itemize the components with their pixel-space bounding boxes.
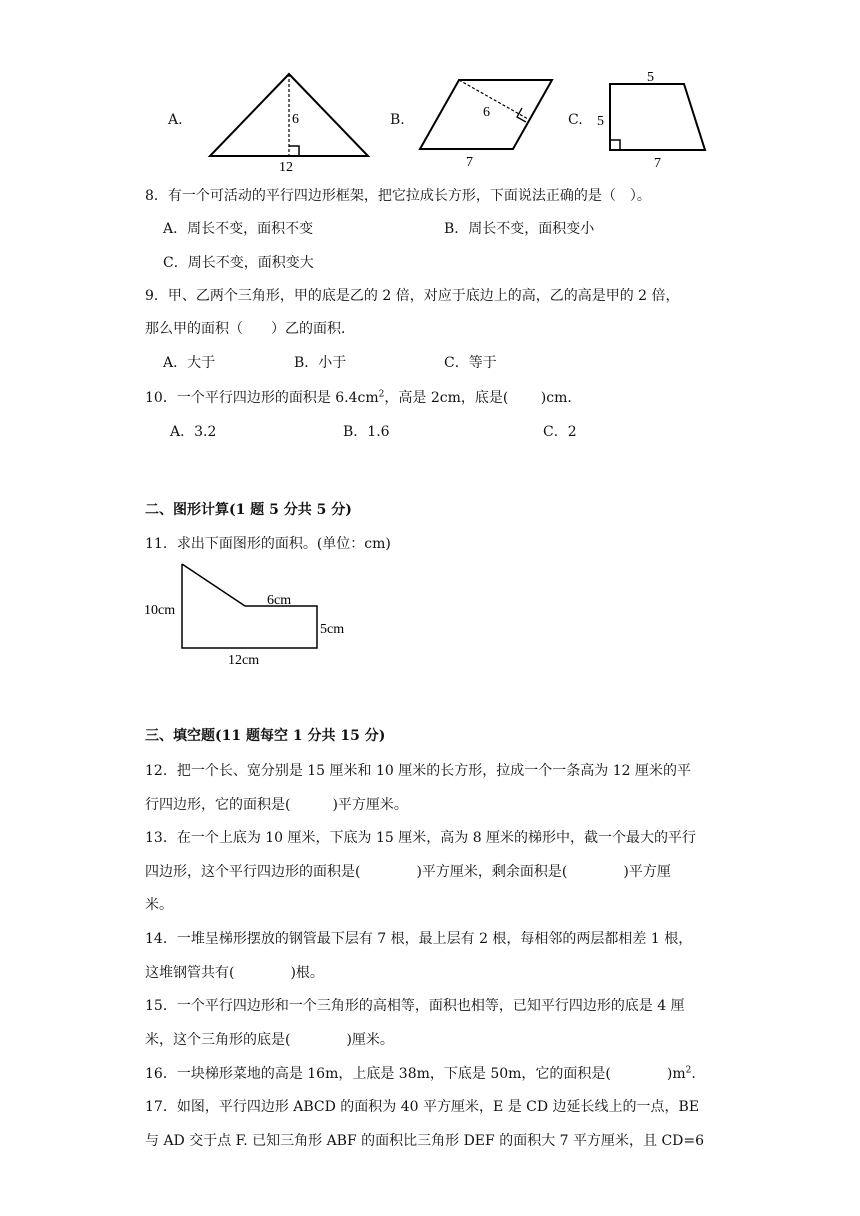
trapezoid-base-label: 7 bbox=[654, 156, 661, 171]
q16-line bbox=[145, 1064, 696, 1084]
triangle-base-label: 12 bbox=[279, 160, 293, 175]
q17-line2: 与 AD 交于点 F. 已知三角形 ABF 的面积比三角形 DEF 的面积大 7 平方厘米，且 CD=6 bbox=[145, 1133, 705, 1149]
trapezoid-top-label: 5 bbox=[647, 70, 654, 85]
q16-superscript: 2 bbox=[685, 1065, 692, 1076]
q15-line1: 15．一个平行四边形和一个三角形的高相等，面积也相等，已知平行四边形的底是 4 厘 bbox=[145, 998, 685, 1014]
q10-stem-text: 10．一个平行四边形的面积是 6.4cm bbox=[145, 390, 379, 406]
triangle-height-label: 6 bbox=[292, 112, 299, 127]
fig-left-label: 10cm bbox=[144, 603, 176, 618]
q9-option-a: A．大于 bbox=[163, 355, 216, 371]
q9-stem-line1: 9．甲、乙两个三角形，甲的底是乙的 2 倍，对应于底边上的高，乙的高是甲的 2 倍， bbox=[145, 288, 680, 304]
option-a-label: A. bbox=[168, 112, 183, 128]
q9-option-c: C．等于 bbox=[444, 355, 497, 371]
q11-stem: 11．求出下面图形的面积。(单位：cm) bbox=[145, 536, 391, 552]
trapezoid-height-label: 5 bbox=[597, 114, 604, 129]
q10-superscript: 2 bbox=[378, 389, 385, 400]
trapezoid-diagram bbox=[565, 66, 715, 176]
q8-option-c: C．周长不变，面积变大 bbox=[163, 255, 314, 271]
option-b-label: B. bbox=[390, 112, 405, 128]
q14-line1: 14．一堆呈梯形摆放的钢管最下层有 7 根，最上层有 2 根，每相邻的两层都相差 1 根， bbox=[145, 931, 693, 947]
q10-stem-tail: ，高是 2cm，底是( )cm． bbox=[384, 390, 582, 406]
q8-option-b: B．周长不变，面积变小 bbox=[444, 221, 595, 237]
q7-figure-a bbox=[160, 70, 380, 175]
parallelogram-base-label: 7 bbox=[466, 155, 473, 170]
q10-stem bbox=[145, 388, 581, 408]
section3-title: 三、填空题(11 题每空 1 分共 15 分) bbox=[145, 728, 386, 744]
q8-option-a: A．周长不变，面积不变 bbox=[163, 221, 314, 237]
q14-line2: 这堆钢管共有( )根。 bbox=[145, 965, 324, 981]
option-c-label: C. bbox=[568, 112, 583, 128]
parallelogram-height-label: 6 bbox=[483, 105, 490, 120]
fig-right-label: 5cm bbox=[320, 622, 345, 637]
q15-line2: 米，这个三角形的底是( )厘米。 bbox=[145, 1032, 394, 1048]
q7-figure-b bbox=[388, 72, 558, 172]
q10-option-c: C．2 bbox=[543, 424, 577, 440]
parallelogram-diagram bbox=[388, 72, 558, 172]
q17-line1: 17．如图，平行四边形 ABCD 的面积为 40 平方厘米，E 是 CD 边延长线上的一点，BE bbox=[145, 1099, 700, 1115]
triangle-diagram bbox=[160, 70, 380, 175]
composite-shape-diagram bbox=[140, 558, 360, 668]
q16-text: 16．一块梯形菜地的高是 16m，上底是 38m，下底是 50m，它的面积是( )m bbox=[145, 1066, 686, 1082]
q9-option-b: B．小于 bbox=[294, 355, 347, 371]
section2-title: 二、图形计算(1 题 5 分共 5 分) bbox=[145, 502, 352, 518]
q16-tail: . bbox=[691, 1066, 696, 1082]
q10-option-a: A．3.2 bbox=[170, 424, 217, 440]
q13-line3: 米。 bbox=[145, 897, 173, 913]
q8-stem: 8．有一个可活动的平行四边形框架，把它拉成长方形，下面说法正确的是（ ）。 bbox=[145, 188, 651, 204]
q7-figure-c bbox=[565, 66, 715, 176]
q9-stem-line2: 那么甲的面积（ ）乙的面积． bbox=[145, 321, 355, 337]
q11-figure bbox=[140, 558, 360, 668]
q12-line1: 12．把一个长、宽分别是 15 厘米和 10 厘米的长方形，拉成一个一条高为 12 厘米的平 bbox=[145, 763, 691, 779]
q13-line2: 四边形，这个平行四边形的面积是( )平方厘米，剩余面积是( )平方厘 bbox=[145, 864, 671, 880]
fig-top-right-label: 6cm bbox=[267, 593, 292, 608]
q12-line2: 行四边形，它的面积是( )平方厘米。 bbox=[145, 797, 408, 813]
q10-option-b: B．1.6 bbox=[343, 424, 390, 440]
q13-line1: 13．在一个上底为 10 厘米，下底为 15 厘米，高为 8 厘米的梯形中，截一个最大的平行 bbox=[145, 830, 697, 846]
fig-bottom-label: 12cm bbox=[228, 653, 260, 668]
